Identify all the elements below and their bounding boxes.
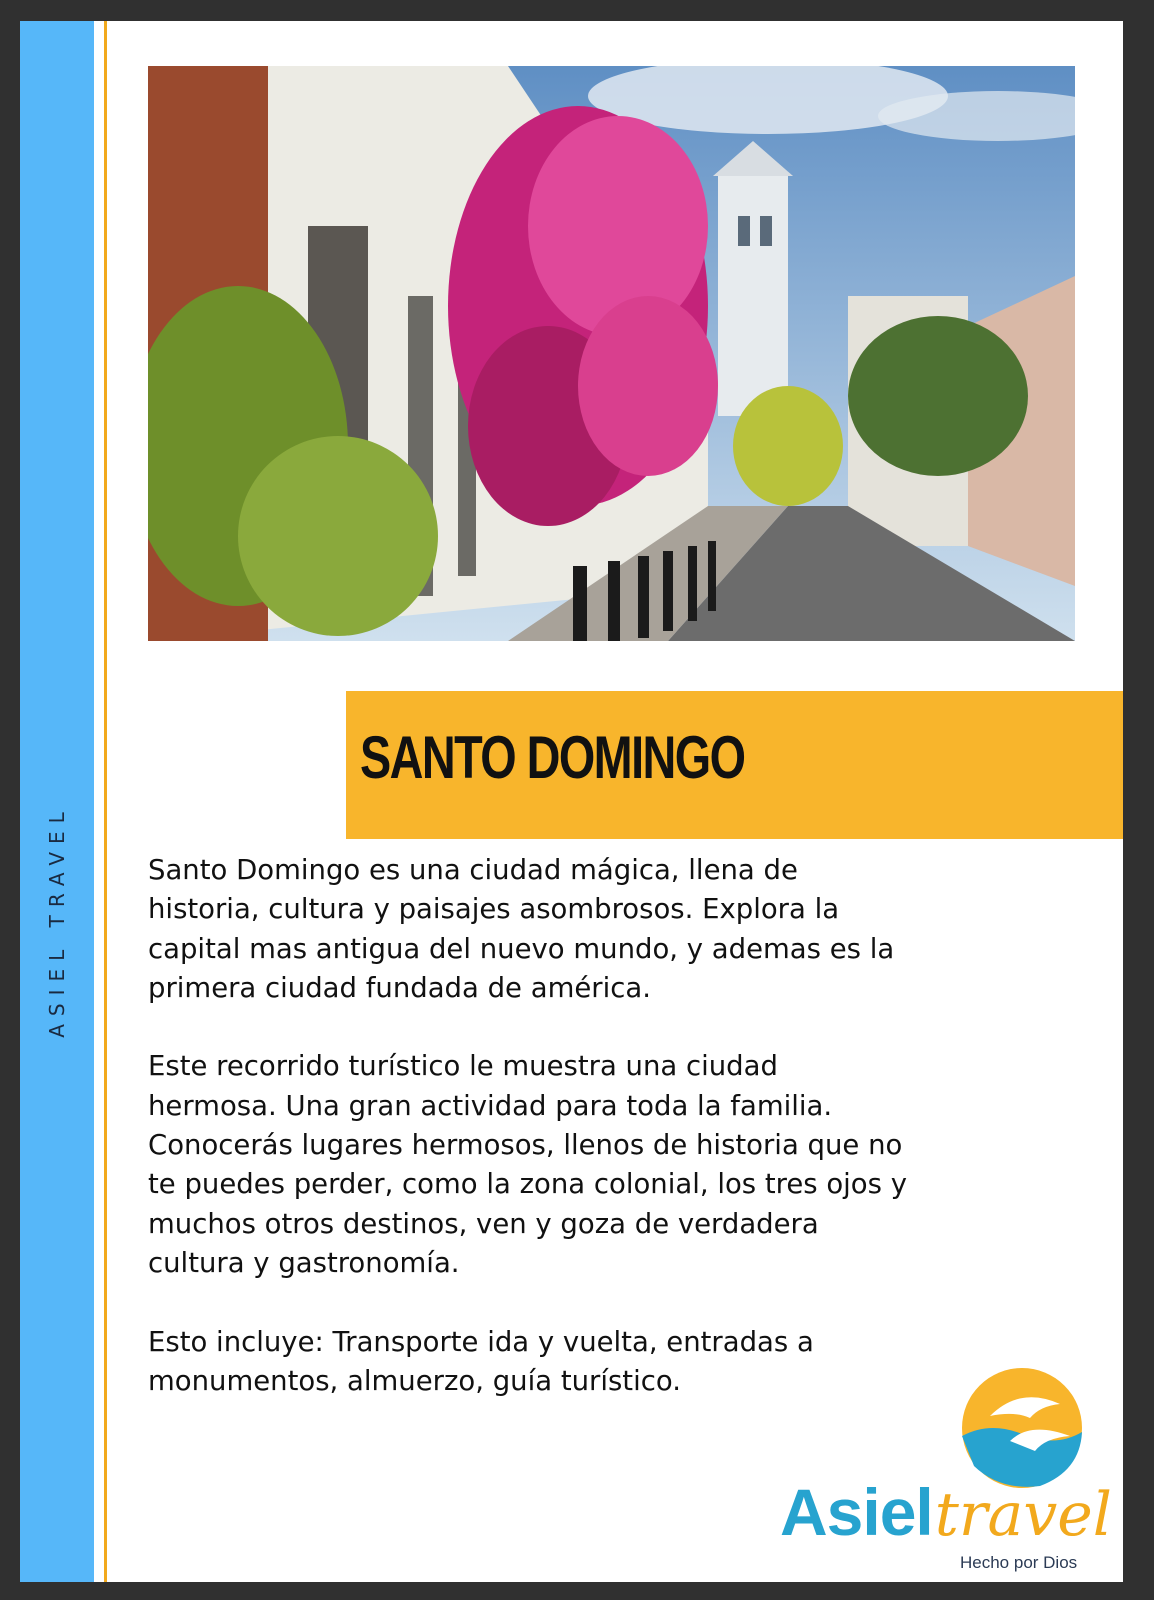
intro-paragraph: Santo Domingo es una ciudad mágica, llena de historia, cultura y paisajes asombrosos. Explora la capital mas antigua del nuevo mundo, y ademas es la primera ciudad fundada de américa. <box>148 854 895 1004</box>
logo-word-travel: travel <box>934 1480 1112 1550</box>
dolphin-sun-icon <box>960 1366 1085 1491</box>
title-banner <box>346 691 1123 839</box>
includes-paragraph: Esto incluye: Transporte ida y vuelta, entradas a monumentos, almuerzo, guía turístico. <box>148 1325 814 1397</box>
sidebar-band <box>20 21 94 1582</box>
logo-tagline: Hecho por Dios <box>960 1553 1078 1572</box>
street-photo-icon <box>148 66 1075 641</box>
logo-word-asiel: Asiel <box>780 1475 933 1549</box>
gold-divider-line <box>104 21 107 1582</box>
logo-wordmark <box>780 1474 1112 1550</box>
body-text <box>148 851 908 1440</box>
sidebar-brand-text: ASIEL TRAVEL <box>45 804 69 1038</box>
page-title: SANTO DOMINGO <box>360 724 745 791</box>
hero-photo <box>148 66 1075 641</box>
tour-paragraph: Este recorrido turístico le muestra una ciudad hermosa. Una gran actividad para toda la familia. Conocerás lugares hermosos, llenos de historia que no te puedes perder, como la zona colonial, los tres ojos y muchos otros destinos, ven y goza de verdadera cultura y gastronomía. <box>148 1050 907 1279</box>
brochure-page <box>20 21 1123 1582</box>
brand-logo <box>780 1366 1120 1581</box>
